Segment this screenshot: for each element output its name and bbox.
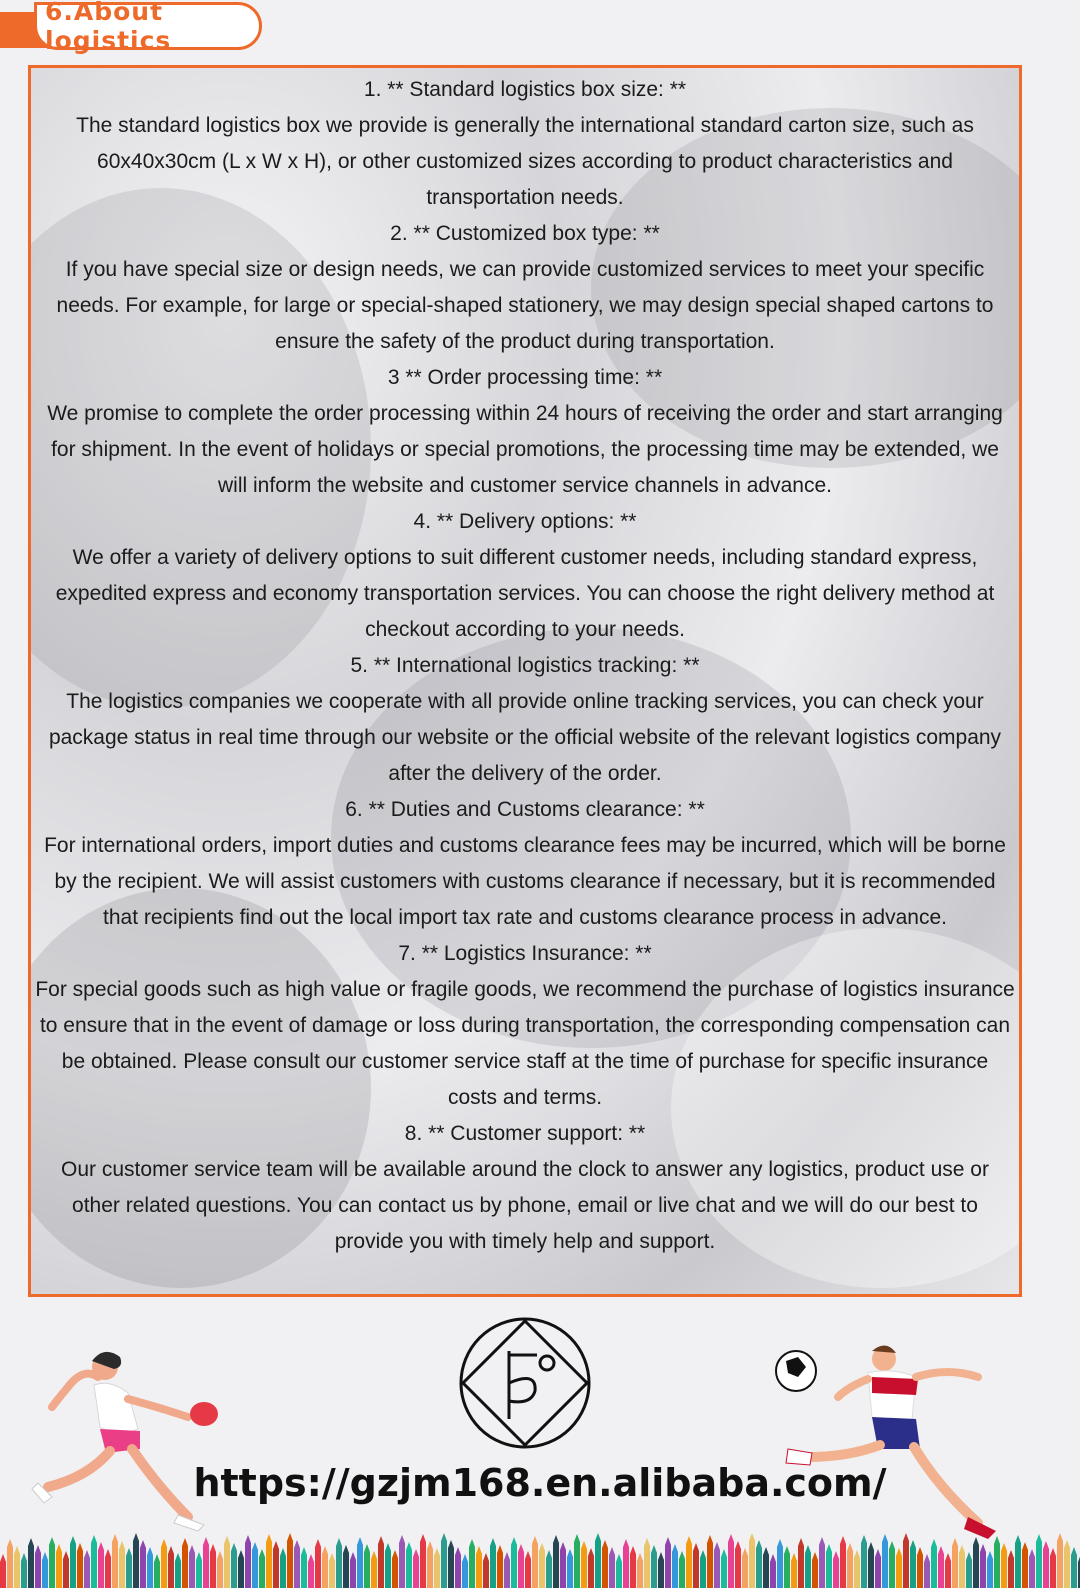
- pencil-decoration: [882, 1534, 888, 1588]
- pencil-decoration: [854, 1550, 860, 1588]
- pencil-decoration: [742, 1548, 748, 1588]
- item-body: The standard logistics box we provide is generally the international standard carton size, such as 60x40x30cm (L x W x H), or other customized sizes according to product characteristics and transportation needs.: [76, 114, 974, 209]
- pencil-decoration: [630, 1546, 636, 1588]
- logistics-text: [31, 72, 1019, 1260]
- pencil-decoration: [0, 1554, 6, 1588]
- pencil-decoration: [644, 1538, 650, 1588]
- pencil-decoration: [686, 1536, 692, 1588]
- pencil-decoration: [364, 1544, 370, 1588]
- pencil-decoration: [847, 1543, 853, 1588]
- pencil-decoration: [455, 1547, 461, 1588]
- pencil-decoration: [945, 1553, 951, 1588]
- pencil-decoration: [336, 1538, 342, 1588]
- pencil-decoration: [245, 1535, 251, 1588]
- pencil-decoration: [707, 1535, 713, 1588]
- pencil-decoration: [595, 1533, 601, 1588]
- pencil-decoration: [56, 1544, 62, 1588]
- pencil-decoration: [987, 1551, 993, 1588]
- item-heading: 4. ** Delivery options: **: [413, 510, 637, 533]
- pencil-decoration: [133, 1533, 139, 1588]
- colored-pencils-border: [0, 1526, 1080, 1588]
- pencil-decoration: [441, 1533, 447, 1588]
- pencil-decoration: [490, 1538, 496, 1588]
- pencil-decoration: [1057, 1533, 1063, 1588]
- pencil-decoration: [1008, 1550, 1014, 1588]
- pencil-decoration: [294, 1540, 300, 1588]
- pencil-decoration: [329, 1553, 335, 1588]
- pencil-decoration: [140, 1540, 146, 1588]
- pencil-decoration: [84, 1550, 90, 1588]
- item-body: We promise to complete the order processing within 24 hours of receiving the order and start arranging for shipment. In the event of holidays or special promotions, the processing time may be extended, we will inform the website and customer service channels in advance.: [47, 402, 1003, 497]
- pencil-decoration: [679, 1551, 685, 1588]
- pencil-decoration: [378, 1536, 384, 1588]
- pencil-decoration: [735, 1541, 741, 1588]
- pencil-decoration: [497, 1545, 503, 1588]
- pencil-decoration: [812, 1552, 818, 1588]
- pencil-decoration: [406, 1542, 412, 1588]
- pencil-decoration: [252, 1542, 258, 1588]
- pencil-decoration: [105, 1549, 111, 1588]
- item-heading: 5. ** International logistics tracking: **: [350, 654, 700, 677]
- pencil-decoration: [910, 1540, 916, 1588]
- pencil-decoration: [1022, 1542, 1028, 1588]
- table-tennis-player-illustration: [28, 1337, 228, 1537]
- pencil-decoration: [196, 1552, 202, 1588]
- pencil-decoration: [70, 1536, 76, 1588]
- store-url[interactable]: https://gzjm168.en.alibaba.com/: [193, 1461, 887, 1505]
- pencil-decoration: [42, 1552, 48, 1588]
- pencil-decoration: [770, 1554, 776, 1588]
- item-body: The logistics companies we cooperate with all provide online tracking services, you can check your package status in real time through our website or the official website of the relevant logistics company after the delivery of the order.: [48, 690, 1002, 785]
- pencil-decoration: [14, 1546, 20, 1588]
- pencil-decoration: [609, 1547, 615, 1588]
- pencil-decoration: [399, 1535, 405, 1588]
- pencil-decoration: [231, 1543, 237, 1588]
- pencil-decoration: [462, 1554, 468, 1588]
- pencil-decoration: [553, 1535, 559, 1588]
- pencil-decoration: [756, 1540, 762, 1588]
- section-title: 6.About logistics: [34, 2, 262, 50]
- pencil-decoration: [840, 1536, 846, 1588]
- pencil-decoration: [798, 1538, 804, 1588]
- pencil-decoration: [63, 1551, 69, 1588]
- pencil-decoration: [259, 1549, 265, 1588]
- pencil-decoration: [476, 1546, 482, 1588]
- pencil-decoration: [952, 1538, 958, 1588]
- pencil-decoration: [357, 1537, 363, 1588]
- pencil-decoration: [861, 1535, 867, 1588]
- pencil-decoration: [532, 1536, 538, 1588]
- pencil-decoration: [700, 1550, 706, 1588]
- pencil-decoration: [889, 1541, 895, 1588]
- pencil-decoration: [287, 1533, 293, 1588]
- item-body: Our customer service team will be available around the clock to answer any logistics, product use or other related questions. You can contact us by phone, email or live chat and we will do our best to provide you with timely help and support.: [61, 1158, 989, 1253]
- item-heading: 2. ** Customized box type: **: [390, 222, 660, 245]
- pencil-decoration: [1001, 1543, 1007, 1588]
- pencil-decoration: [469, 1539, 475, 1588]
- item-body: For international orders, import duties and customs clearance fees may be incurred, which will be borne by the recipient. We will assist customers with customs clearance if necessary, but it is recommended that recipients find out the local import tax rate and customs clearance process in advance.: [44, 834, 1006, 929]
- brand-logo: [457, 1315, 593, 1451]
- pencil-decoration: [126, 1548, 132, 1588]
- item-heading: 3 ** Order processing time: **: [387, 366, 663, 389]
- pencil-decoration: [504, 1552, 510, 1588]
- pencil-decoration: [28, 1538, 34, 1588]
- pencil-decoration: [560, 1542, 566, 1588]
- pencil-decoration: [525, 1551, 531, 1588]
- pencil-decoration: [931, 1539, 937, 1588]
- pencil-decoration: [616, 1554, 622, 1588]
- pencil-decoration: [1071, 1547, 1077, 1588]
- pencil-decoration: [728, 1534, 734, 1588]
- pencil-decoration: [217, 1551, 223, 1588]
- pencil-decoration: [868, 1542, 874, 1588]
- pencil-decoration: [1036, 1534, 1042, 1588]
- pencil-decoration: [427, 1541, 433, 1588]
- pencil-decoration: [511, 1537, 517, 1588]
- pencil-decoration: [973, 1537, 979, 1588]
- pencil-decoration: [602, 1540, 608, 1588]
- pencil-decoration: [896, 1548, 902, 1588]
- pencil-decoration: [77, 1543, 83, 1588]
- pencil-decoration: [959, 1545, 965, 1588]
- pencil-decoration: [805, 1545, 811, 1588]
- item-heading: 6. ** Duties and Customs clearance: **: [345, 798, 705, 821]
- pencil-decoration: [714, 1542, 720, 1588]
- item-body: We offer a variety of delivery options to suit different customer needs, including standard express, expedited express and economy transportation services. You can choose the right delivery method at checkout according to your needs.: [55, 546, 995, 641]
- pencil-decoration: [1029, 1549, 1035, 1588]
- pencil-decoration: [385, 1543, 391, 1588]
- pencil-decoration: [483, 1553, 489, 1588]
- pencil-decoration: [924, 1554, 930, 1588]
- pencil-decoration: [448, 1540, 454, 1588]
- pencil-decoration: [1015, 1535, 1021, 1588]
- pencil-decoration: [567, 1549, 573, 1588]
- pencil-decoration: [1050, 1548, 1056, 1588]
- pencil-decoration: [784, 1546, 790, 1588]
- pencil-decoration: [777, 1539, 783, 1588]
- pencil-decoration: [273, 1541, 279, 1588]
- item-heading: 1. ** Standard logistics box size: **: [363, 78, 687, 101]
- pencil-decoration: [518, 1544, 524, 1588]
- pencil-decoration: [189, 1545, 195, 1588]
- pencil-decoration: [238, 1550, 244, 1588]
- pencil-decoration: [210, 1544, 216, 1588]
- soccer-player-illustration: [768, 1337, 1008, 1547]
- pencil-decoration: [91, 1535, 97, 1588]
- pencil-decoration: [98, 1542, 104, 1588]
- pencil-decoration: [161, 1539, 167, 1588]
- pencil-decoration: [1043, 1541, 1049, 1588]
- pencil-decoration: [175, 1553, 181, 1588]
- item-body: For special goods such as high value or fragile goods, we recommend the purchase of logistics insurance to ensure that in the event of damage or loss during transportation, the corresponding compensation can be obtained. Please consult our customer service staff at the time of purchase for specific insurance costs and terms.: [35, 978, 1015, 1109]
- pencil-decoration: [637, 1553, 643, 1588]
- pencil-decoration: [147, 1547, 153, 1588]
- pencil-decoration: [791, 1553, 797, 1588]
- pencil-decoration: [224, 1536, 230, 1588]
- pencil-decoration: [763, 1547, 769, 1588]
- pencil-decoration: [343, 1545, 349, 1588]
- pencil-decoration: [119, 1541, 125, 1588]
- pencil-decoration: [203, 1537, 209, 1588]
- pencil-decoration: [658, 1552, 664, 1588]
- logistics-info-panel: [28, 65, 1022, 1297]
- pencil-decoration: [49, 1537, 55, 1588]
- pencil-decoration: [168, 1546, 174, 1588]
- pencil-decoration: [574, 1534, 580, 1588]
- pencil-decoration: [833, 1551, 839, 1588]
- pencil-decoration: [875, 1549, 881, 1588]
- pencil-decoration: [980, 1544, 986, 1588]
- pencil-decoration: [420, 1534, 426, 1588]
- pencil-decoration: [434, 1548, 440, 1588]
- pencil-decoration: [623, 1539, 629, 1588]
- pencil-decoration: [819, 1537, 825, 1588]
- pencil-decoration: [308, 1554, 314, 1588]
- pencil-decoration: [315, 1539, 321, 1588]
- pencil-decoration: [546, 1550, 552, 1588]
- pencil-decoration: [301, 1547, 307, 1588]
- pencil-decoration: [693, 1543, 699, 1588]
- item-body: If you have special size or design needs, we can provide customized services to meet your specific needs. For example, for large or special-shaped stationery, we may design special shaped cartons to ensure the safety of the product during transportation.: [56, 258, 994, 353]
- pencil-decoration: [938, 1546, 944, 1588]
- pencil-decoration: [7, 1539, 13, 1588]
- pencil-decoration: [994, 1536, 1000, 1588]
- pencil-decoration: [182, 1538, 188, 1588]
- pencil-decoration: [112, 1534, 118, 1588]
- pencil-decoration: [672, 1544, 678, 1588]
- pencil-decoration: [350, 1552, 356, 1588]
- pencil-decoration: [266, 1534, 272, 1588]
- footer: [0, 1297, 1080, 1588]
- pencil-decoration: [322, 1546, 328, 1588]
- pencil-decoration: [651, 1545, 657, 1588]
- pencil-decoration: [392, 1550, 398, 1588]
- pencil-decoration: [21, 1553, 27, 1588]
- pencil-decoration: [539, 1543, 545, 1588]
- pencil-decoration: [1064, 1540, 1070, 1588]
- pencil-decoration: [581, 1541, 587, 1588]
- pencil-decoration: [280, 1548, 286, 1588]
- item-heading: 7. ** Logistics Insurance: **: [398, 942, 652, 965]
- pencil-decoration: [665, 1537, 671, 1588]
- section-header: [0, 0, 270, 55]
- pencil-decoration: [903, 1533, 909, 1588]
- pencil-decoration: [749, 1533, 755, 1588]
- pencil-decoration: [721, 1549, 727, 1588]
- pencil-decoration: [966, 1552, 972, 1588]
- pencil-decoration: [154, 1554, 160, 1588]
- item-heading: 8. ** Customer support: **: [404, 1122, 646, 1145]
- pencil-decoration: [588, 1548, 594, 1588]
- pencil-decoration: [35, 1545, 41, 1588]
- pencil-decoration: [371, 1551, 377, 1588]
- pencil-decoration: [917, 1547, 923, 1588]
- pencil-decoration: [826, 1544, 832, 1588]
- pencil-decoration: [413, 1549, 419, 1588]
